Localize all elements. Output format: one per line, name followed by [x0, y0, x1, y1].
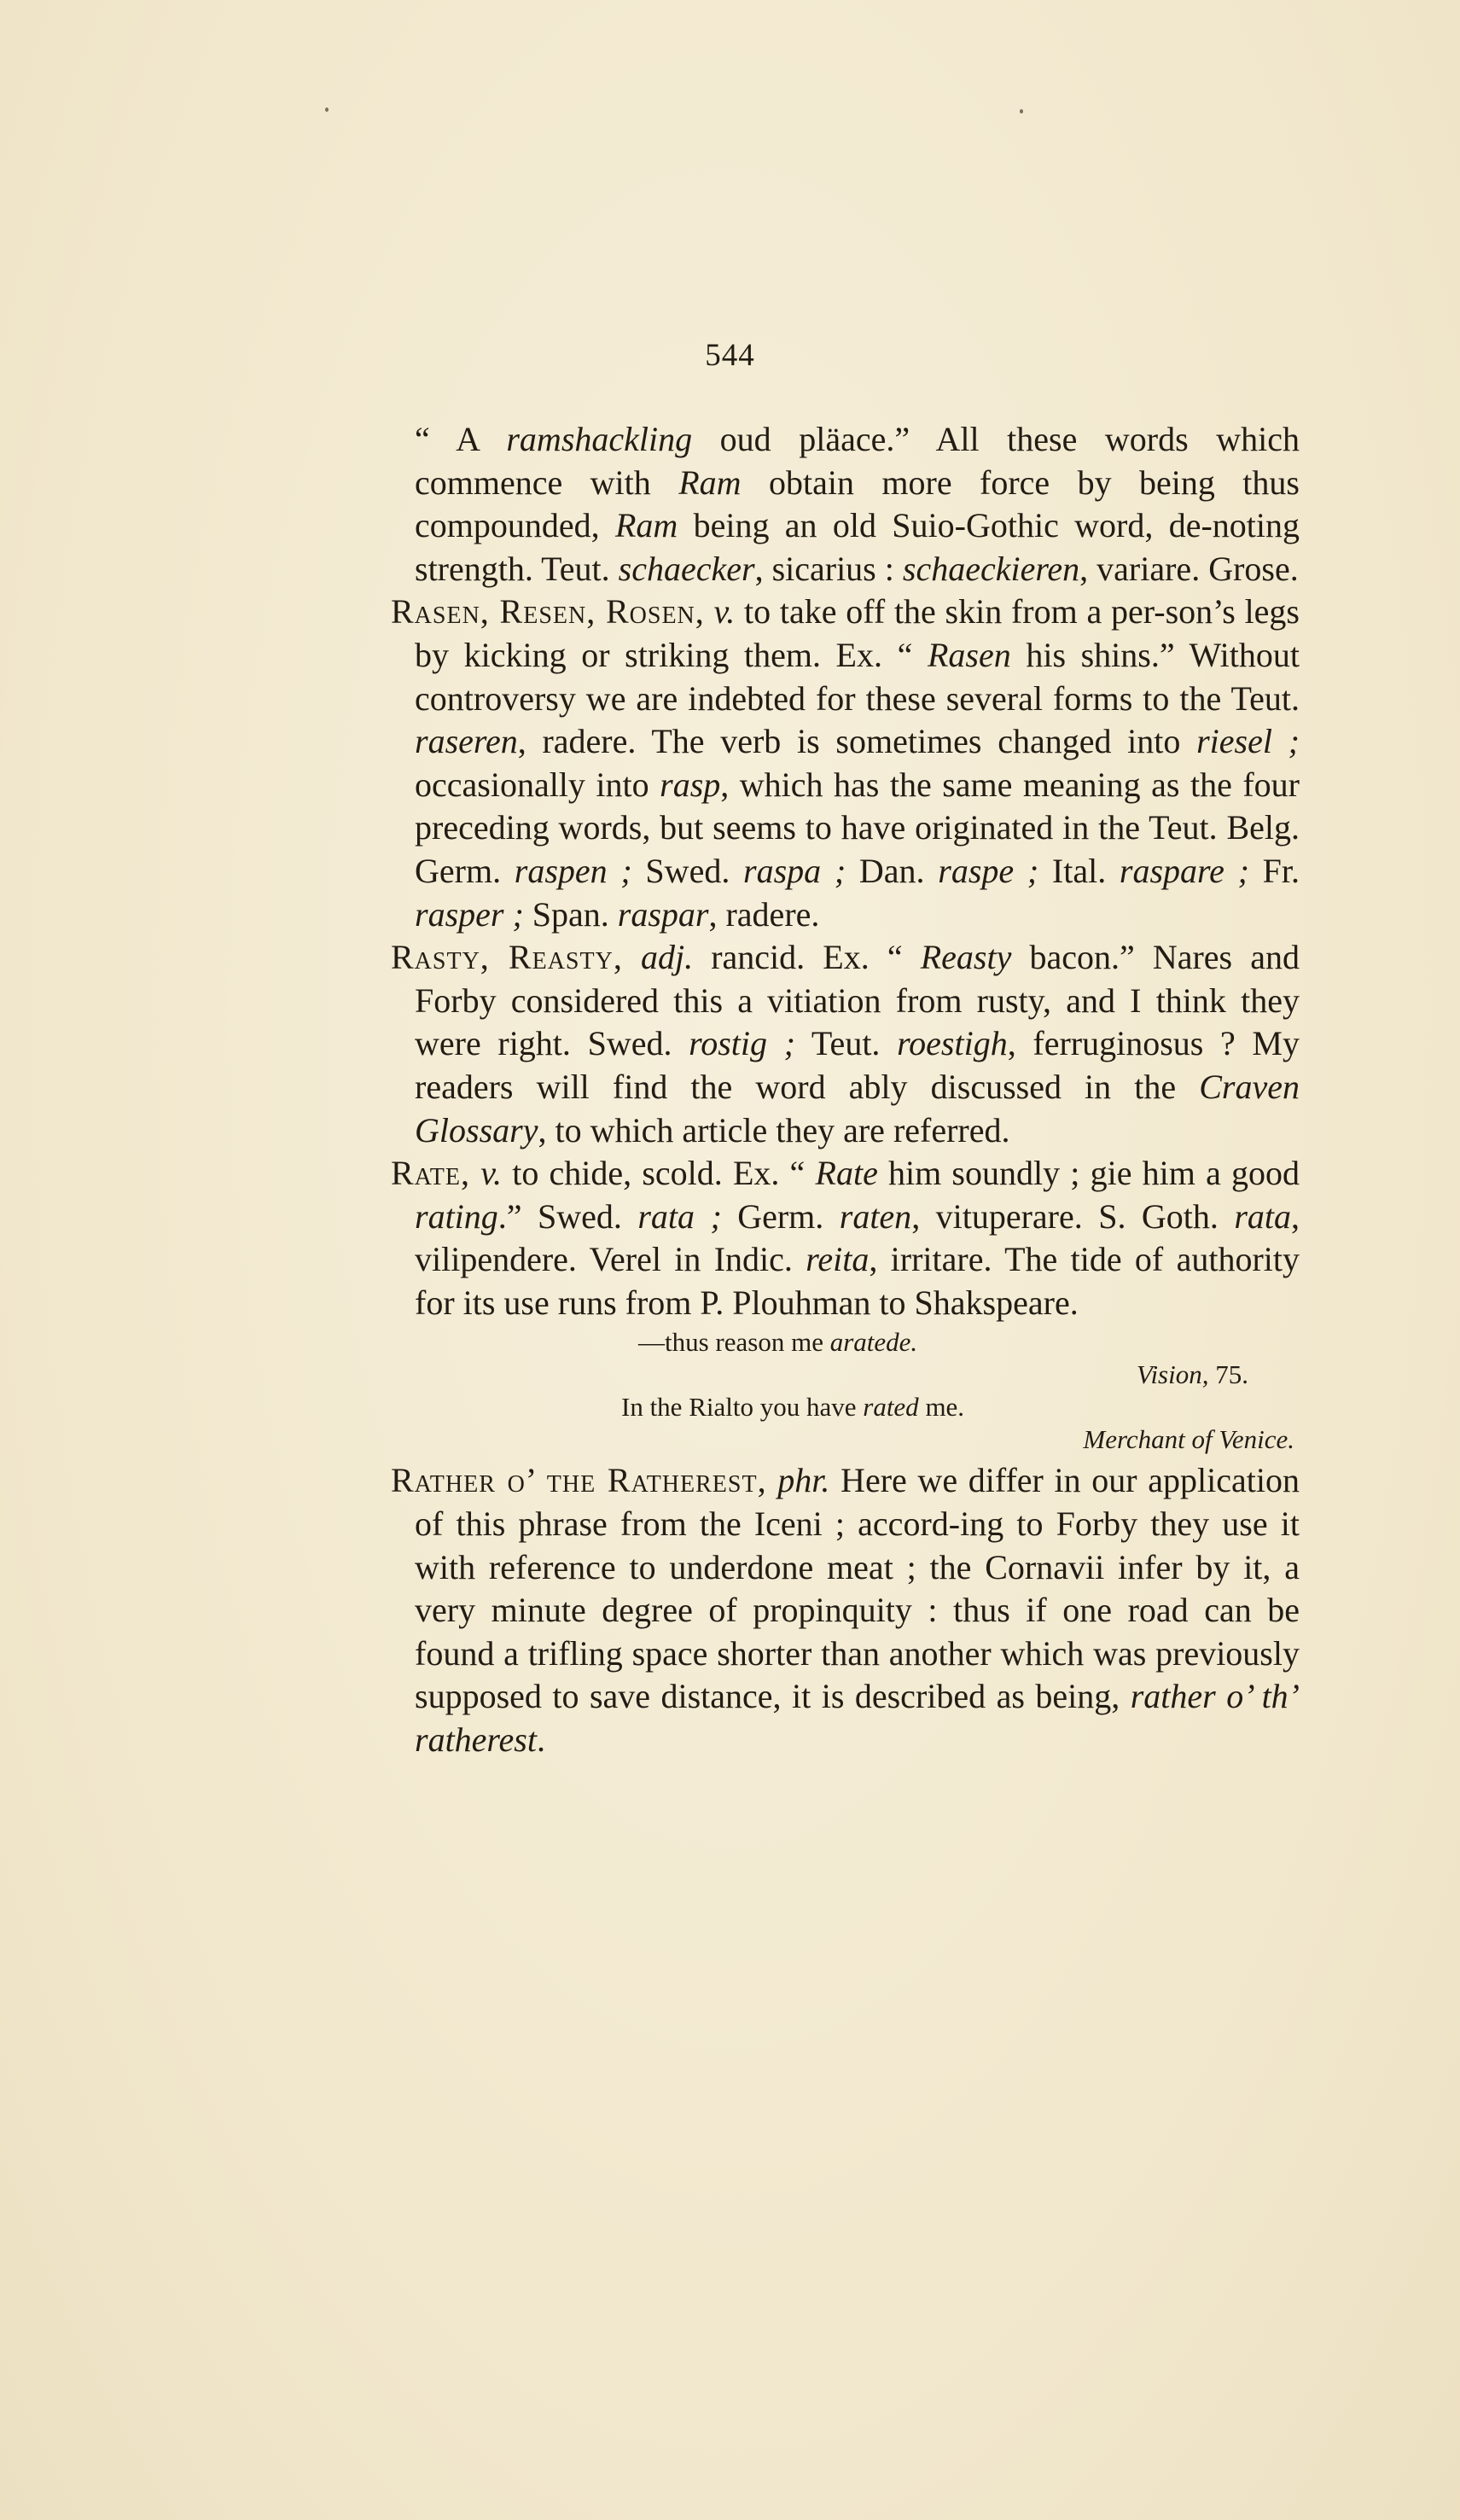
italic-text: rasp: [660, 765, 721, 804]
body-text: rancid. Ex. “: [693, 938, 921, 977]
paper-speck: [1020, 109, 1023, 113]
body-text: Fr.: [1248, 851, 1300, 890]
page-body: [391, 418, 1300, 1762]
italic-text: v.: [713, 592, 736, 631]
italic-text: Ram: [678, 463, 742, 502]
italic-text: Rasen: [927, 635, 1011, 674]
italic-text: rata: [1234, 1196, 1292, 1236]
entry-continuation: [391, 418, 1300, 591]
headword: Rasen, Resen, Rosen,: [391, 592, 705, 631]
body-text: , ferruginosus ? My readers will find the word ably discussed in the: [415, 1024, 1300, 1106]
body-text: bacon.” Nares and Forby considered this a vitiation from rusty, and I think they were right. Swed.: [415, 938, 1300, 1063]
body-text: Teut.: [794, 1024, 898, 1063]
entry-rasen: [391, 591, 1300, 936]
italic-text: rather o’ th’ ratherest: [415, 1677, 1300, 1760]
page-number: 544: [705, 338, 755, 373]
italic-text: raspare ;: [1119, 851, 1249, 890]
italic-text: rating: [415, 1196, 498, 1236]
body-text: , sicarius :: [754, 549, 903, 588]
body-text: his shins.” Without controversy we are indebted for these several forms to the Teut.: [415, 635, 1300, 718]
body-text: to chide, scold. Ex. “: [502, 1154, 816, 1193]
body-text: obtain more force by being thus compounded,: [415, 463, 1300, 545]
paper-speck: [325, 108, 329, 112]
body-text: Germ.: [721, 1196, 840, 1236]
entry-rather: [391, 1459, 1300, 1761]
italic-text: Reasty: [920, 938, 1012, 977]
italic-text: Rate: [815, 1154, 878, 1193]
quotation-line: —thus reason me aratede.: [638, 1327, 918, 1358]
quotation-source: Merchant of Venice.: [1083, 1424, 1294, 1455]
body-text: Swed.: [631, 851, 744, 890]
italic-text: raspa ;: [743, 851, 846, 890]
headword: Rather o’ the Ratherest,: [391, 1461, 767, 1500]
italic-text: phr.: [777, 1461, 830, 1500]
body-text: him soundly ; gie him a good: [877, 1154, 1300, 1193]
body-text: , radere.: [708, 894, 820, 934]
body-text: , vituperare. S. Goth.: [911, 1196, 1235, 1236]
italic-text: raspen ;: [514, 851, 632, 890]
entry-rasty: [391, 936, 1300, 1152]
body-text: , irritare. The tide of authority for its use runs from P. Plouhman to Shakspeare.: [415, 1240, 1300, 1322]
body-text: .: [536, 1720, 545, 1760]
italic-text: riesel ;: [1196, 722, 1300, 761]
italic-text: roestigh: [897, 1024, 1008, 1063]
italic-text: raten: [839, 1196, 912, 1236]
quotation-block: [391, 1326, 1300, 1456]
body-text: occasionally into: [415, 765, 660, 804]
headword: Rate,: [391, 1154, 471, 1193]
body-text: “ A: [415, 420, 507, 458]
italic-text: v.: [480, 1154, 503, 1193]
italic-text: schaeckieren: [902, 549, 1080, 588]
body-text: Span.: [523, 894, 618, 934]
body-text: [470, 1154, 480, 1192]
body-text: , radere. The verb is sometimes changed into: [517, 722, 1197, 761]
entry-rate: [391, 1152, 1300, 1324]
body-text: [705, 592, 714, 631]
italic-text: rasper ;: [415, 894, 524, 934]
quotation-line: In the Rialto you have rated me.: [621, 1392, 965, 1423]
body-text: oud pläace.” All these words which commence with: [415, 420, 1300, 502]
italic-text: ramshackling: [506, 420, 693, 458]
body-text: [623, 938, 641, 976]
body-text: [767, 1461, 778, 1499]
italic-text: adj.: [640, 938, 694, 977]
italic-text: raspar: [617, 894, 709, 934]
italic-text: schaecker: [618, 549, 755, 588]
body-text: , to which article they are referred.: [538, 1110, 1010, 1149]
quotation-source: Vision, 75.: [1136, 1359, 1248, 1390]
headword: Rasty, Reasty,: [391, 938, 623, 977]
body-text: Ital.: [1038, 851, 1120, 890]
body-text: , variare. Grose.: [1079, 549, 1299, 588]
body-text: , which has the same meaning as the four preceding words, but seems to have originated in the Teut. Belg. Germ.: [415, 765, 1300, 890]
italic-text: reita: [806, 1240, 870, 1279]
italic-text: Craven Glossary: [415, 1067, 1300, 1149]
italic-text: raspe ;: [938, 851, 1039, 890]
body-text: being an old Suio-Gothic word, de-noting strength. Teut.: [415, 506, 1300, 588]
body-text: .” Swed.: [497, 1196, 638, 1236]
body-text: to take off the skin from a per-son’s legs by kicking or striking them. Ex. “: [415, 592, 1300, 674]
body-text: , vilipendere. Verel in Indic.: [415, 1196, 1300, 1279]
body-text: Here we differ in our application of this phrase from the Iceni ; accord-ing to Forby they use it with reference to underdone meat ; the Cornavii infer by it, a very minute degree of propinquity : thus if one road can be found a trifling space shorter than another which was previously supposed to save distance, it is described as being,: [415, 1461, 1300, 1716]
italic-text: rata ;: [637, 1196, 722, 1236]
italic-text: Ram: [614, 506, 678, 545]
italic-text: rostig ;: [689, 1024, 795, 1063]
italic-text: raseren: [415, 722, 518, 761]
body-text: Dan.: [846, 851, 939, 890]
